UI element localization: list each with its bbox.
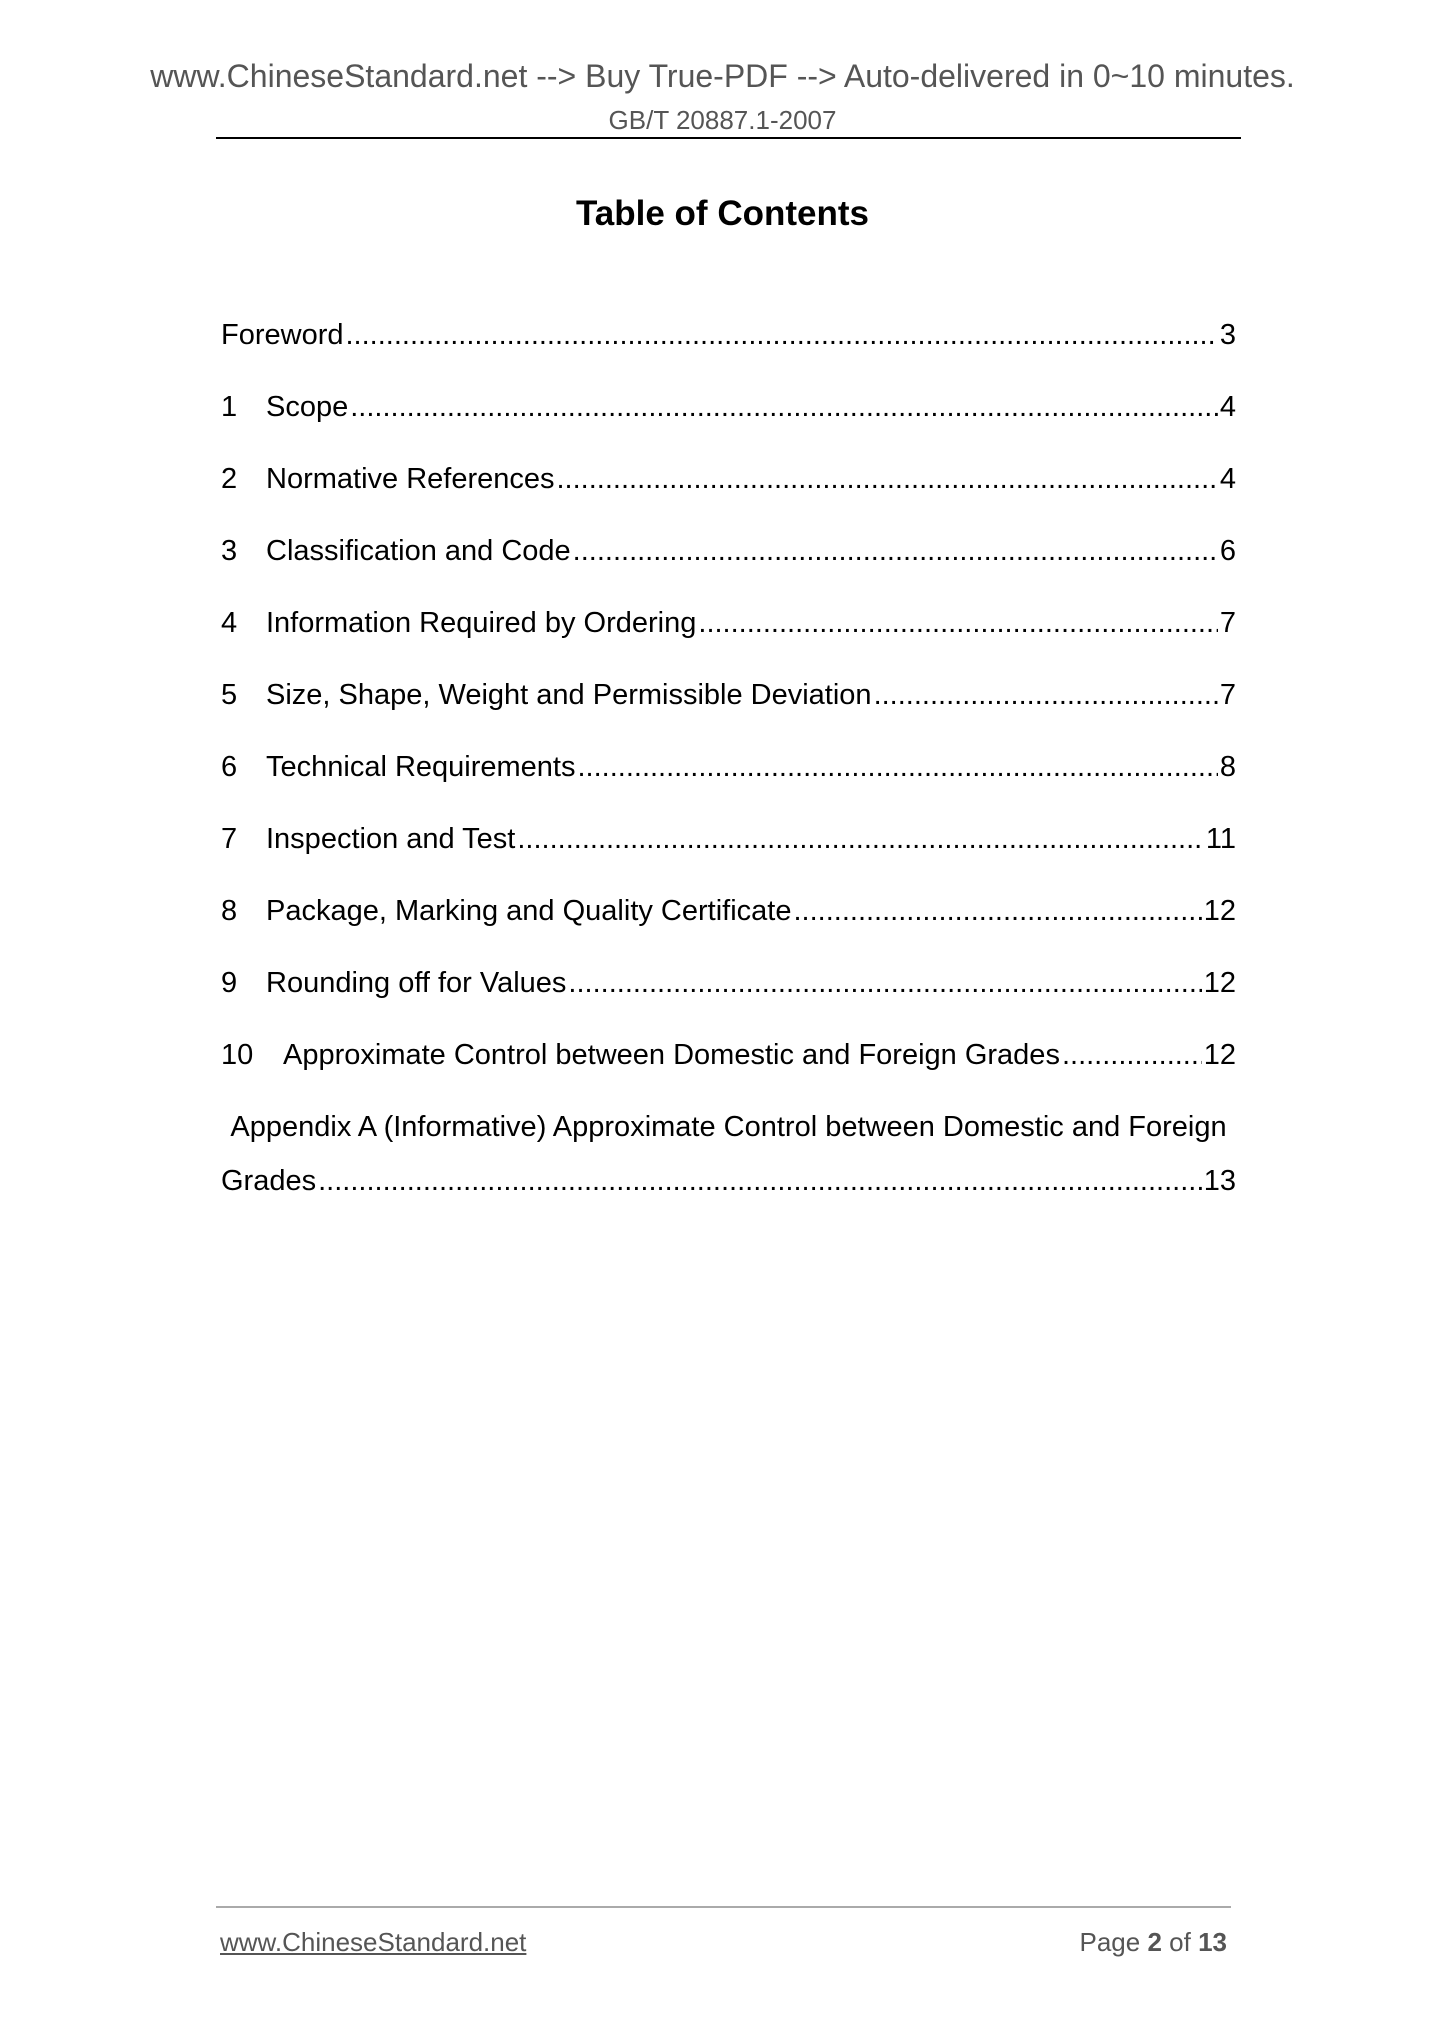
toc-entry-label: Approximate Control between Domestic and Foreign Grades <box>283 1039 1060 1071</box>
toc-entry-size-shape-weight[interactable] <box>221 671 1236 743</box>
table-of-contents <box>221 311 1236 1205</box>
footer-website-link[interactable]: www.ChineseStandard.net <box>220 1927 527 1957</box>
toc-entry-number: 2 <box>221 463 238 495</box>
toc-leader <box>793 887 1201 935</box>
toc-entry-page: 12 <box>1203 967 1236 999</box>
current-page: 2 <box>1147 1927 1162 1957</box>
toc-entry-rounding-off[interactable] <box>221 959 1236 1031</box>
toc-entry-label: Rounding off for Values <box>266 967 567 999</box>
footer-divider <box>216 1906 1231 1908</box>
toc-leader <box>1062 1031 1202 1079</box>
toc-entry-label: Information Required by Ordering <box>266 607 697 639</box>
toc-entry-number: 1 <box>221 391 238 423</box>
toc-leader <box>346 311 1218 359</box>
toc-entry-number: 5 <box>221 679 238 711</box>
toc-entry-foreword[interactable] <box>221 311 1236 383</box>
toc-entry-page: 13 <box>1203 1165 1236 1197</box>
toc-entry-label: Size, Shape, Weight and Permissible Deviation <box>266 679 872 711</box>
toc-leader <box>874 671 1218 719</box>
toc-leader <box>573 527 1218 575</box>
page-number <box>1079 1925 1227 1959</box>
toc-leader <box>517 815 1204 863</box>
toc-leader <box>698 599 1217 647</box>
toc-leader <box>568 959 1201 1007</box>
toc-entry-number: 8 <box>221 895 238 927</box>
toc-entry-page: 11 <box>1205 823 1236 855</box>
toc-entry-page: 12 <box>1203 895 1236 927</box>
toc-leader <box>318 1157 1202 1205</box>
toc-entry-page: 4 <box>1219 463 1236 495</box>
toc-entry-ordering-information[interactable] <box>221 599 1236 671</box>
header-divider <box>216 137 1241 139</box>
toc-entry-label: Scope <box>266 391 349 423</box>
appendix-title-line1: Appendix A (Informative) Approximate Control between Domestic and Foreign <box>230 1111 1227 1143</box>
page-of: of <box>1169 1927 1191 1957</box>
toc-entry-page: 4 <box>1219 391 1236 423</box>
toc-entry-inspection-and-test[interactable] <box>221 815 1236 887</box>
toc-entry-label: Inspection and Test <box>266 823 516 855</box>
appendix-title-line2 <box>221 1157 1236 1205</box>
header-banner: www.ChineseStandard.net --> Buy True-PDF --> Auto-delivered in 0~10 minutes. <box>150 58 1295 94</box>
toc-entry-normative-references[interactable] <box>221 455 1236 527</box>
page-prefix: Page <box>1079 1927 1141 1957</box>
toc-entry-label: Package, Marking and Quality Certificate <box>266 895 792 927</box>
toc-entry-approximate-control[interactable] <box>221 1031 1236 1103</box>
toc-entry-scope[interactable] <box>221 383 1236 455</box>
toc-entry-number: 6 <box>221 751 238 783</box>
toc-entry-page: 6 <box>1219 535 1236 567</box>
toc-entry-number: 3 <box>221 535 238 567</box>
toc-entry-label: Foreword <box>221 319 344 351</box>
standard-code: GB/T 20887.1-2007 <box>608 105 837 135</box>
page-title: Table of Contents <box>576 194 869 233</box>
toc-leader <box>577 743 1217 791</box>
toc-entry-classification[interactable] <box>221 527 1236 599</box>
toc-entry-number: 4 <box>221 607 238 639</box>
toc-entry-page: 7 <box>1219 679 1236 711</box>
toc-entry-label: Grades <box>221 1165 317 1197</box>
toc-entry-technical-requirements[interactable] <box>221 743 1236 815</box>
toc-entry-label: Normative References <box>266 463 555 495</box>
toc-leader <box>350 383 1218 431</box>
toc-entry-page: 12 <box>1203 1039 1236 1071</box>
toc-entry-page: 7 <box>1219 607 1236 639</box>
toc-entry-number: 10 <box>221 1039 254 1071</box>
toc-leader <box>557 455 1218 503</box>
toc-entry-package-marking[interactable] <box>221 887 1236 959</box>
total-pages: 13 <box>1198 1927 1227 1957</box>
toc-entry-number: 7 <box>221 823 238 855</box>
toc-entry-page: 8 <box>1219 751 1236 783</box>
toc-entry-label: Classification and Code <box>266 535 571 567</box>
toc-entry-label: Technical Requirements <box>266 751 576 783</box>
toc-entry-appendix-a[interactable] <box>221 1103 1236 1205</box>
toc-entry-page: 3 <box>1219 319 1236 351</box>
toc-entry-number: 9 <box>221 967 238 999</box>
